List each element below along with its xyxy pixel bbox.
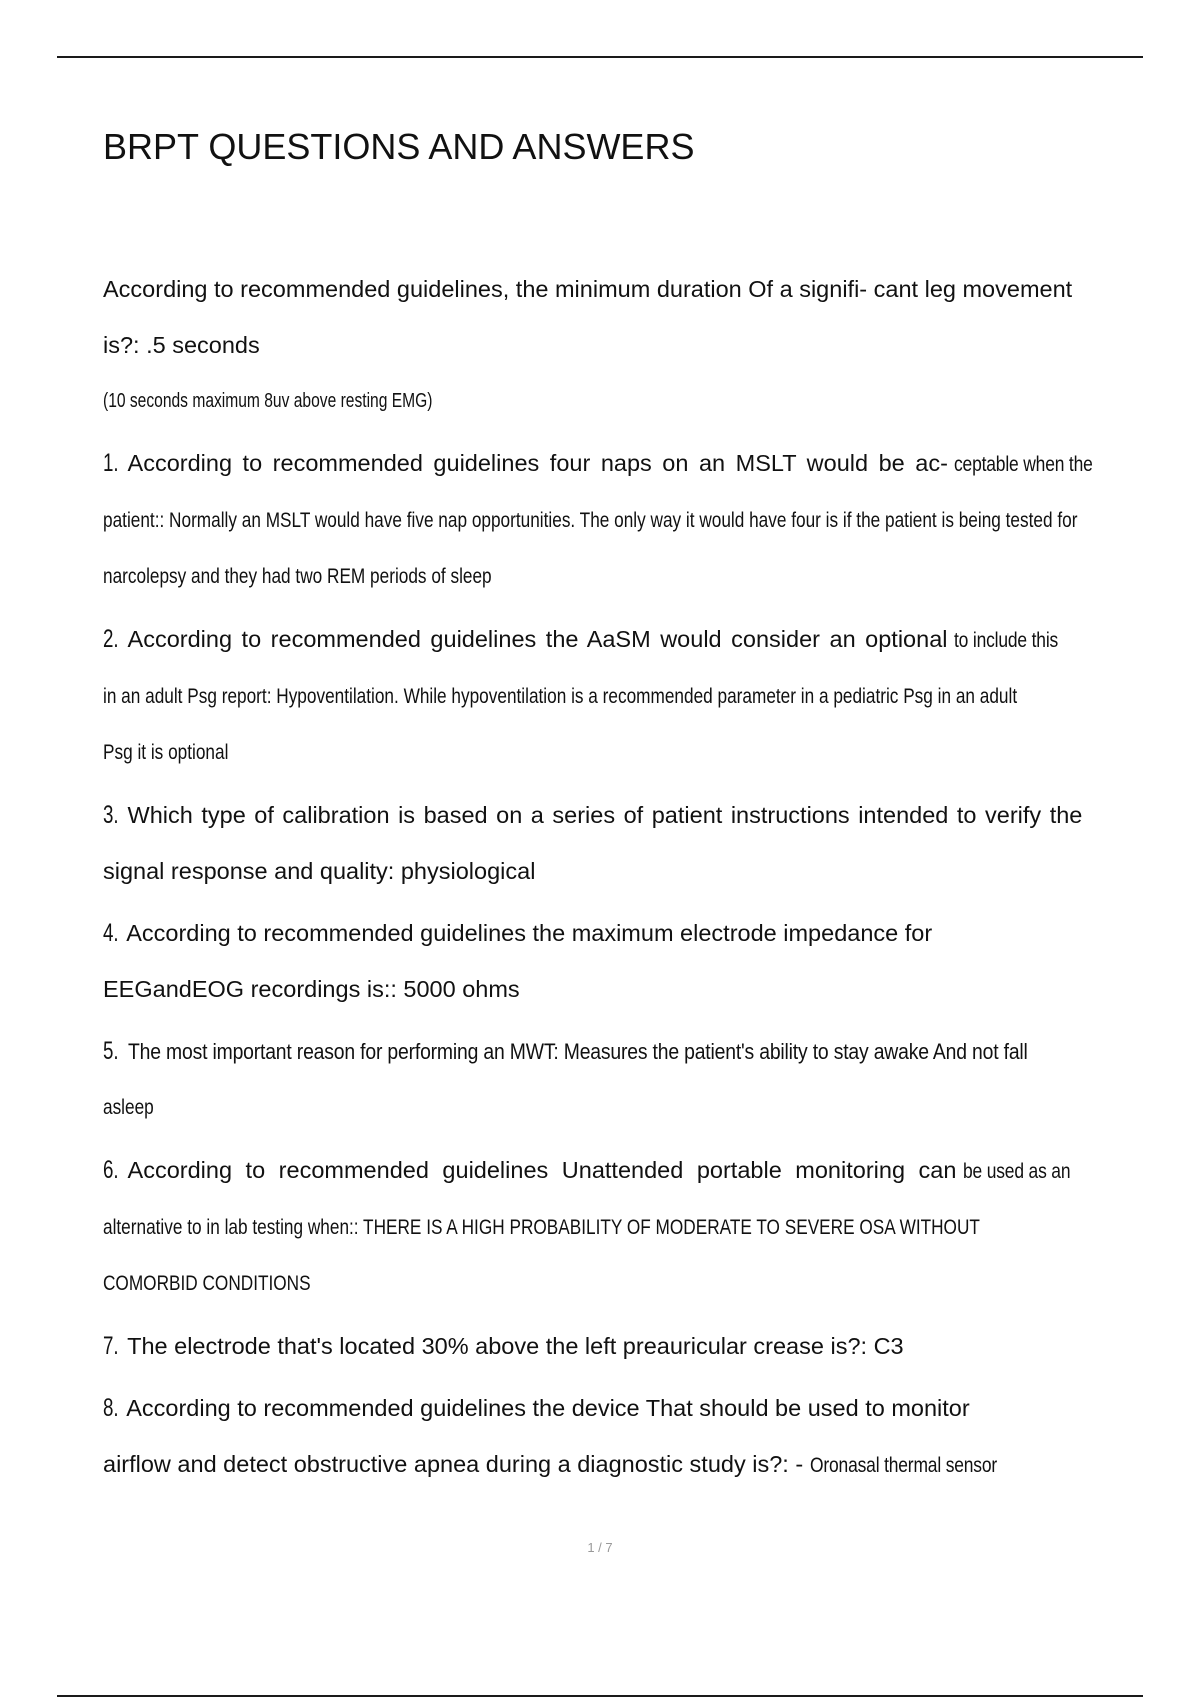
- answer-line: [103, 493, 1138, 549]
- bottom-rule: [57, 1695, 1143, 1697]
- answer-line: [103, 669, 1138, 725]
- question-text-tail: be used as an: [962, 1160, 1071, 1183]
- question-text: According to recommended guidelines Unattended portable monitoring can: [127, 1157, 957, 1183]
- question-line: [103, 1023, 1138, 1080]
- answer-text: narcolepsy and they had two REM periods of sleep: [103, 565, 492, 588]
- item-number: 8.: [103, 1394, 119, 1422]
- question-line: [103, 1318, 1138, 1374]
- intro-block: [103, 261, 1138, 429]
- item-number: 4.: [103, 919, 119, 947]
- answer-text: alternative to in lab testing when:: THERE IS A HIGH PROBABILITY OF MODERATE TO SEVERE OSA WITHOUT: [103, 1216, 980, 1239]
- qa-item-4: [103, 905, 1138, 1017]
- page-number: 1 / 7: [587, 1540, 613, 1555]
- question-text: The most important reason for performing an MWT: Measures the patient's ability to stay awake And not fall: [127, 1039, 1028, 1064]
- document-body: [103, 261, 1138, 1494]
- answer-line: [103, 1200, 1138, 1256]
- item-number: 5.: [103, 1037, 119, 1065]
- question-line: [103, 905, 1138, 961]
- question-line: [103, 1380, 1138, 1436]
- question-line: [103, 435, 1200, 493]
- answer-line: [103, 1256, 1138, 1312]
- answer-text: asleep: [103, 1096, 154, 1119]
- item-number: 7.: [103, 1332, 119, 1360]
- answer-line: EEGandEOG recordings is:: 5000 ohms: [103, 976, 520, 1002]
- answer-line: signal response and quality: physiological: [103, 858, 536, 884]
- qa-item-3: [103, 787, 1138, 899]
- item-number: 2.: [103, 625, 119, 653]
- answer-text: airflow and detect obstructive apnea during a diagnostic study is?: -: [103, 1451, 804, 1477]
- answer-line: [103, 1436, 1138, 1494]
- qa-item-5: [103, 1023, 1138, 1136]
- question-text: According to recommended guidelines the AaSM would consider an optional: [127, 626, 948, 652]
- question-line: [103, 1142, 1138, 1200]
- page-title: BRPT QUESTIONS AND ANSWERS: [103, 126, 695, 167]
- question-line: [103, 787, 1138, 843]
- answer-text: patient:: Normally an MSLT would have five nap opportunities. The only way it would have four is if the patient is being tested for: [103, 509, 1078, 532]
- question-text-tail: to include this: [954, 629, 1059, 652]
- top-rule: [57, 56, 1143, 58]
- intro-answer-line: is?: .5 seconds: [103, 332, 260, 358]
- answer-text: COMORBID CONDITIONS: [103, 1272, 311, 1295]
- qa-item-7: [103, 1318, 1138, 1374]
- question-text-tail: ceptable when the: [954, 453, 1094, 476]
- qa-item-6: [103, 1142, 1138, 1312]
- item-number: 1.: [103, 449, 119, 477]
- intro-note-text: (10 seconds maximum 8uv above resting EMG): [103, 390, 433, 412]
- answer-line: [103, 725, 1138, 781]
- answer-text: in an adult Psg report: Hypoventilation. While hypoventilation is a recommended parameter in a pediatric Psg in an adult: [103, 685, 1018, 708]
- qa-item-1: [103, 435, 1138, 605]
- answer-line: [103, 1080, 1138, 1136]
- qa-item-2: [103, 611, 1138, 781]
- item-number: 6.: [103, 1156, 119, 1184]
- answer-text-tail: Oronasal thermal sensor: [809, 1454, 997, 1477]
- answer-line: [103, 549, 1138, 605]
- question-text: According to recommended guidelines four naps on an MSLT would be ac-: [127, 450, 948, 476]
- answer-text: Psg it is optional: [103, 741, 229, 764]
- item-number: 3.: [103, 801, 119, 829]
- intro-note: [103, 373, 1138, 429]
- question-text: The electrode that's located 30% above the left preauricular crease is?: C3: [127, 1333, 904, 1359]
- question-text: Which type of calibration is based on a series of patient instructions intended to verify the: [127, 802, 1083, 828]
- question-text: According to recommended guidelines the device That should be used to monitor: [126, 1395, 970, 1421]
- intro-question-line: According to recommended guidelines, the minimum duration Of a signifi- cant leg movement: [103, 276, 1073, 302]
- question-line: [103, 611, 1138, 669]
- qa-item-8: [103, 1380, 1138, 1494]
- question-text: According to recommended guidelines the maximum electrode impedance for: [126, 920, 933, 946]
